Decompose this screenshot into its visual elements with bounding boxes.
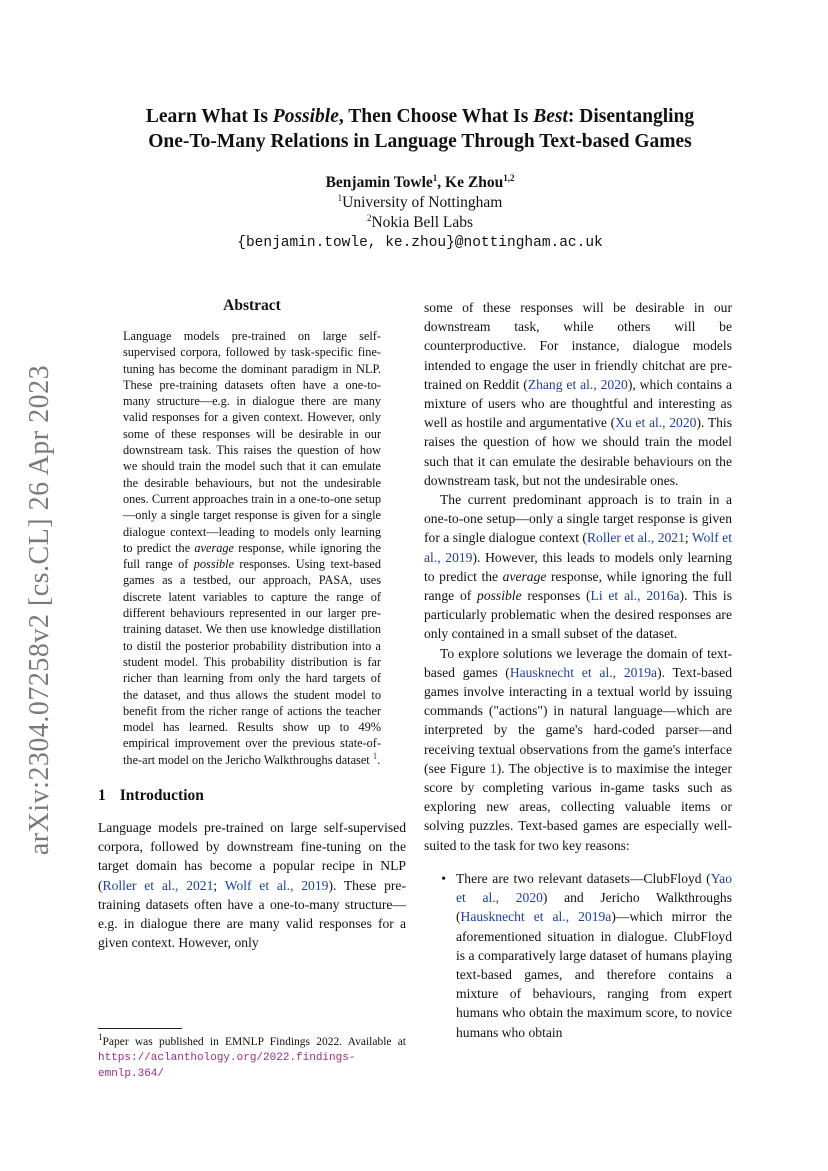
arxiv-stamp (18, 360, 62, 860)
citation-link[interactable]: Hausknecht et al., 2019a (509, 664, 658, 680)
paragraph: some of these responses will be desirable in our downstream task, while others will be counterproductive. For instance, dialogue models intended to engage the user in friendly chitchat are pre-trained on Reddit (Zhang et al., 2020), which contains a mixture of users who are thoughtful and interesting as well as hostile and argumentative (Xu et al., 2020). This raises the question of how we should train the model such that it can emulate the desirable behaviours on the downstream task, but not the undesirable ones. (424, 300, 732, 488)
citation-link[interactable]: Roller et al., 2021 (586, 530, 685, 546)
citation-link[interactable]: Li et al., 2016a (590, 588, 680, 604)
abstract-heading: Abstract (223, 297, 281, 314)
footnote (98, 1028, 406, 1082)
paragraph: To explore solutions we leverage the domain of text-based games (Hausknecht et al., 2019a). Text-based games involve interacting in a textual world by issuing commands ("actions") in natural language—which are interpreted by the game's hard-coded parser—and receiving textual observations from the game's interface (see Figure 1). The objective is to maximise the integer score by completing various in-game tasks such as exploring new areas, collecting valuable items or solving puzzles. Text-based games are especially well-suited to the task for two key reasons: (424, 645, 732, 853)
bullet-icon: • (441, 870, 446, 886)
paper-title: Learn What Is Possible, Then Choose What Is Best: Disentangling One-To-Many Relations in Language Through Text-based Games (145, 106, 695, 152)
section-heading-introduction: 1 Introduction (98, 787, 204, 805)
footnote-text: $^1$Paper was published in EMNLP Findings 2022. Available at https://aclanthology.org/2022.findings-emnlp.364/ (98, 1032, 406, 1080)
abstract-text: Language models pre-trained on large self-supervised corpora, followed by task-specific fine-tuning has become the dominant paradigm in NLP. These pre-training datasets often have a one-to-many structure—e.g. in dialogue there are many valid responses for a given context. However, only some of these responses will be desirable in our downstream task. This raises the question of how we should train the model such that it can emulate the desirable behaviours, but not the undesirable ones. Current approaches train in a one-to-one setup—only a single target response is given for a single dialogue context—leading to models only learning to predict the average response, while ignoring the full range of possible responses. Using text-based games as a testbed, our approach, PASA, uses discrete latent variables to capture the range of different behaviours represented in our larger pre-training dataset. We then use knowledge distillation to distil the posterior probability distribution into a student model. This probability distribution is far richer than learning from only the hard targets of the dataset, and thus allows the student model to benefit from the richer range of actions the teacher model has learned. Results show up to 49% empirical improvement over the previous state-of-the-art model on the Jericho Walkthroughs dataset $^1$. (123, 329, 381, 767)
affiliation-1: $^1$University of Nottingham (337, 192, 503, 211)
list-item: • There are two relevant datasets—ClubFloyd (Yao et al., 2020) and Jericho Walkthroughs (Hausknecht et al., 2019a)—which mirror the aforementioned situation in dialogue. ClubFloyd is a comparatively large dataset of humans playing text-based games, and therefore contains a mixture of behaviours, ranging from expert humans who obtain the maximum score, to novice humans who obtain (424, 869, 732, 1042)
figure-ref-link[interactable]: 1 (489, 760, 497, 776)
citation-link[interactable]: Xu et al., 2020 (615, 415, 697, 431)
citation-link[interactable]: Roller et al., 2021 (102, 877, 214, 893)
footnote-url-link[interactable]: https://aclanthology.org/2022.findings-emnlp.364/ (98, 1052, 356, 1080)
citation-link[interactable]: Wolf et al., 2019 (224, 877, 329, 893)
affiliation-2: $^2$Nokia Bell Labs (366, 212, 474, 231)
right-column-text (424, 298, 732, 1042)
citation-link[interactable]: Wolf et al., 2019 (424, 530, 732, 565)
paper-header (100, 104, 740, 253)
arxiv-identifier: arXiv:2304.07258v2 [cs.CL] 26 Apr 2023 (24, 364, 56, 856)
citation-link[interactable]: Hausknecht et al., 2019a (460, 909, 612, 925)
left-column (98, 296, 406, 952)
citation-link[interactable]: Zhang et al., 2020 (527, 376, 628, 392)
author-list: Benjamin Towle$^1$, Ke Zhou$^{1,2}$ (325, 172, 515, 191)
citation-link[interactable]: Yao et al., 2020 (456, 870, 732, 906)
footnote-divider (98, 1028, 182, 1029)
footnote-ref[interactable]: 1 (372, 750, 378, 761)
right-column (424, 298, 732, 1042)
paragraph: The current predominant approach is to train in a one-to-one setup—only a single target response is given for a single dialogue context (Roller et al., 2021; Wolf et al., 2019). However, this leads to models only learning to predict the average response, while ignoring the full range of possible responses (Li et al., 2016a). This is particularly problematic when the desired responses are only contained in a small subset of the dataset. (424, 492, 732, 642)
introduction-paragraph: Language models pre-trained on large self-supervised corpora, followed by downstream fine-tuning on the target domain has become a popular recipe in NLP (Roller et al., 2021; Wolf et al., 2019). These pre-training datasets often have a one-to-many structure—e.g. in dialogue there are many valid responses for a given context. However, only (98, 820, 406, 951)
author-email: {benjamin.towle, ke.zhou}@nottingham.ac.uk (237, 235, 603, 251)
